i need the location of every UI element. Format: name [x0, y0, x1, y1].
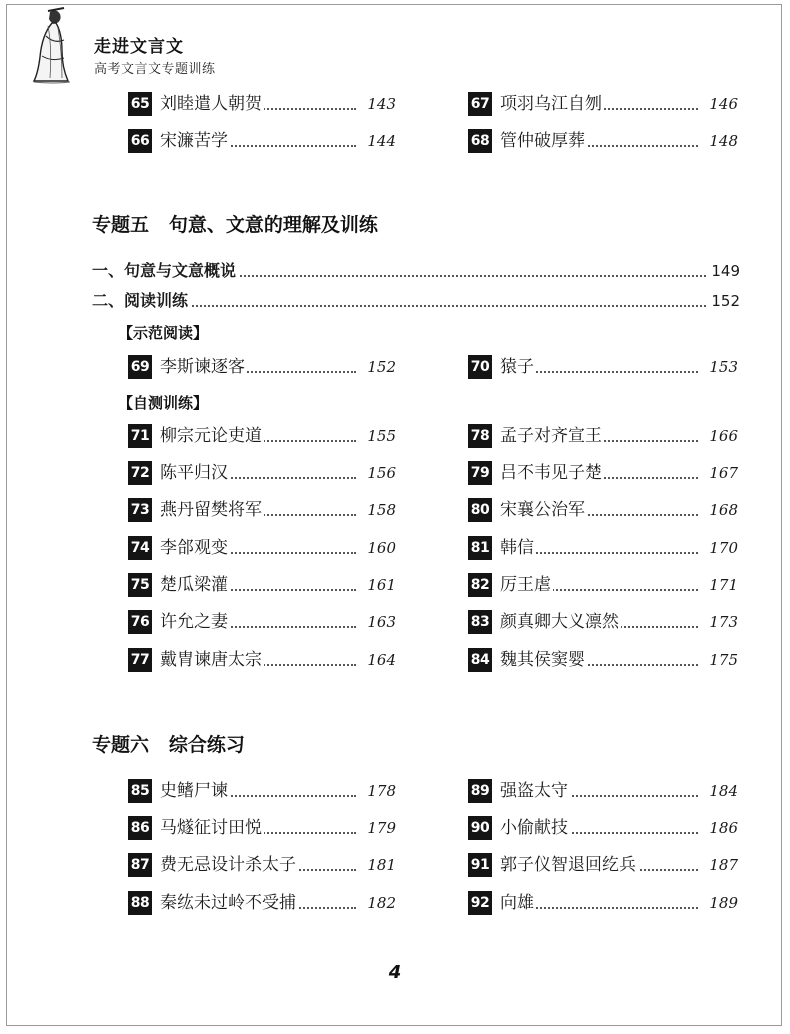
entry-title: 猿子	[500, 357, 534, 377]
entry-number: 77	[128, 648, 152, 672]
entry-number: 81	[468, 536, 492, 560]
entry-page: 148	[706, 129, 738, 153]
toc-entry[interactable]	[468, 816, 738, 840]
entry-title: 马燧征讨田悦	[160, 818, 262, 838]
book-subtitle: 高考文言文专题训练	[94, 62, 216, 77]
subsection-page: 149	[708, 260, 740, 282]
toc-entry[interactable]	[128, 573, 396, 597]
entry-number: 70	[468, 355, 492, 379]
toc-entry[interactable]	[128, 92, 396, 116]
entry-number: 66	[128, 129, 152, 153]
entry-title: 史鳍尸谏	[160, 781, 228, 801]
entry-title: 颜真卿大义凛然	[500, 612, 619, 632]
entry-page: 155	[364, 424, 396, 448]
entry-page: 146	[706, 92, 738, 116]
entry-page: 166	[706, 424, 738, 448]
toc-entry[interactable]	[128, 891, 396, 915]
toc-entry[interactable]	[128, 129, 396, 153]
entry-page: 171	[706, 573, 738, 597]
toc-entry[interactable]	[468, 853, 738, 877]
entry-title: 许允之妻	[160, 612, 228, 632]
entry-number: 87	[128, 853, 152, 877]
toc-entry[interactable]	[128, 355, 396, 379]
entry-number: 85	[128, 779, 152, 803]
scholar-figure-icon	[28, 6, 78, 84]
entry-title: 陈平归汉	[160, 463, 228, 483]
entry-page: 173	[706, 610, 738, 634]
entry-page: 182	[364, 891, 396, 915]
toc-entry[interactable]	[468, 779, 738, 803]
entry-number: 75	[128, 573, 152, 597]
entry-title: 孟子对齐宣王	[500, 426, 602, 446]
entry-title: 强盗太守	[500, 781, 568, 801]
entry-title: 向雄	[500, 893, 534, 913]
entry-number: 88	[128, 891, 152, 915]
entry-page: 158	[364, 498, 396, 522]
entry-number: 71	[128, 424, 152, 448]
entry-title: 李郃观变	[160, 538, 228, 558]
entry-title: 魏其侯窦婴	[500, 650, 585, 670]
toc-entry[interactable]	[468, 92, 738, 116]
entry-page: 164	[364, 648, 396, 672]
toc-entry[interactable]	[128, 461, 396, 485]
entry-number: 65	[128, 92, 152, 116]
entry-number: 73	[128, 498, 152, 522]
entry-title: 管仲破厚葬	[500, 131, 585, 151]
toc-entry[interactable]	[128, 610, 396, 634]
entry-title: 戴胄谏唐太宗	[160, 650, 262, 670]
entry-number: 76	[128, 610, 152, 634]
entry-number: 80	[468, 498, 492, 522]
page-header	[20, 6, 320, 86]
toc-entry[interactable]	[128, 816, 396, 840]
entry-title: 费无忌设计杀太子	[160, 855, 296, 875]
subsection-label: 二、阅读训练	[92, 290, 191, 312]
subsection-page: 152	[708, 290, 740, 312]
entry-page: 175	[706, 648, 738, 672]
toc-entry[interactable]	[128, 779, 396, 803]
entry-title: 柳宗元论吏道	[160, 426, 262, 446]
self-test-tag: 【自测训练】	[118, 394, 209, 412]
toc-entry[interactable]	[128, 498, 396, 522]
entry-page: 167	[706, 461, 738, 485]
entry-page: 161	[364, 573, 396, 597]
entry-number: 74	[128, 536, 152, 560]
toc-entry[interactable]	[128, 424, 396, 448]
section-5-title: 专题五 句意、文意的理解及训练	[92, 214, 378, 236]
entry-title: 燕丹留樊将军	[160, 500, 262, 520]
section-6-title: 专题六 综合练习	[92, 734, 245, 756]
entry-number: 79	[468, 461, 492, 485]
entry-title: 李斯谏逐客	[160, 357, 245, 377]
entry-number: 68	[468, 129, 492, 153]
toc-entry[interactable]	[468, 648, 738, 672]
entry-number: 83	[468, 610, 492, 634]
entry-number: 84	[468, 648, 492, 672]
entry-page: 187	[706, 853, 738, 877]
entry-number: 67	[468, 92, 492, 116]
entry-title: 秦纮未过岭不受捕	[160, 893, 296, 913]
toc-entry[interactable]	[468, 610, 738, 634]
entry-page: 181	[364, 853, 396, 877]
entry-number: 90	[468, 816, 492, 840]
entry-number: 91	[468, 853, 492, 877]
entry-number: 92	[468, 891, 492, 915]
entry-title: 宋襄公治军	[500, 500, 585, 520]
entry-number: 82	[468, 573, 492, 597]
entry-number: 86	[128, 816, 152, 840]
subsection-label: 一、句意与文意概说	[92, 260, 239, 282]
entry-page: 152	[364, 355, 396, 379]
entry-number: 72	[128, 461, 152, 485]
entry-page: 143	[364, 92, 396, 116]
entry-page: 178	[364, 779, 396, 803]
toc-entry[interactable]	[128, 853, 396, 877]
entry-page: 189	[706, 891, 738, 915]
entry-title: 吕不韦见子楚	[500, 463, 602, 483]
entry-title: 项羽乌江自刎	[500, 94, 602, 114]
entry-page: 179	[364, 816, 396, 840]
toc-entry[interactable]	[468, 536, 738, 560]
subsection-row[interactable]	[92, 260, 740, 282]
toc-entry[interactable]	[128, 648, 396, 672]
entry-title: 郭子仪智退回纥兵	[500, 855, 636, 875]
toc-entry[interactable]	[468, 461, 738, 485]
entry-page: 184	[706, 779, 738, 803]
entry-page: 160	[364, 536, 396, 560]
entry-page: 170	[706, 536, 738, 560]
entry-title: 厉王虐	[500, 575, 551, 595]
entry-title: 韩信	[500, 538, 534, 558]
entry-title: 宋濂苦学	[160, 131, 228, 151]
toc-entry[interactable]	[468, 355, 738, 379]
entry-page: 156	[364, 461, 396, 485]
toc-entry[interactable]	[128, 536, 396, 560]
entry-number: 89	[468, 779, 492, 803]
toc-entry[interactable]	[468, 573, 738, 597]
toc-entry[interactable]	[468, 129, 738, 153]
page-number: 4	[388, 962, 402, 983]
entry-title: 刘睦遣人朝贺	[160, 94, 262, 114]
entry-page: 153	[706, 355, 738, 379]
toc-entry[interactable]	[468, 424, 738, 448]
demo-reading-tag: 【示范阅读】	[118, 324, 209, 342]
subsection-row[interactable]	[92, 290, 740, 312]
entry-title: 小偷献技	[500, 818, 568, 838]
entry-page: 144	[364, 129, 396, 153]
entry-number: 69	[128, 355, 152, 379]
entry-title: 楚瓜梁灌	[160, 575, 228, 595]
entry-page: 186	[706, 816, 738, 840]
toc-entry[interactable]	[468, 498, 738, 522]
entry-page: 168	[706, 498, 738, 522]
entry-number: 78	[468, 424, 492, 448]
entry-page: 163	[364, 610, 396, 634]
toc-entry[interactable]	[468, 891, 738, 915]
series-title: 走进文言文	[94, 37, 184, 57]
